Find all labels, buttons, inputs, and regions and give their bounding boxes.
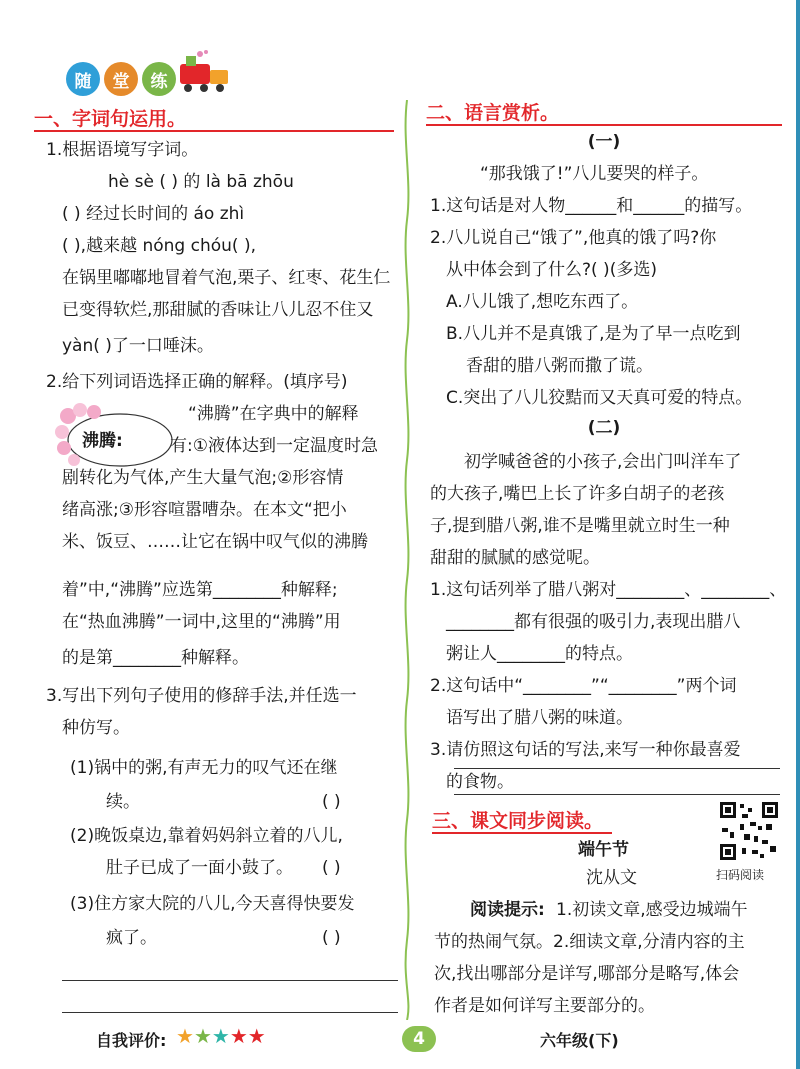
p1-option-a: A.八儿饿了,想吃东西了。	[446, 292, 639, 312]
q3-item-2b: 肚子已成了一面小鼓了。	[106, 858, 293, 878]
passage-line-1: 初学喊爸爸的小孩子,会出门叫洋车了	[464, 452, 742, 472]
part-2-label: (二)	[587, 418, 621, 438]
q1-line-2: ( ) 经过长时间的 áo zhì	[62, 204, 245, 224]
q1-line-6: yàn( )了一口唾沫。	[62, 336, 214, 356]
star-icon[interactable]: ★	[229, 1024, 248, 1048]
p1-line-3: 从中体会到了什么?( )(多选)	[446, 260, 657, 280]
star-icon[interactable]: ★	[176, 1024, 194, 1048]
train-icon	[176, 50, 232, 94]
p1-line-2: 2.八儿说自己“饿了”,他真的饿了吗?你	[430, 228, 717, 248]
self-eval-label: 自我评价:	[96, 1031, 167, 1050]
q2-line-4: 绪高涨;③形容喧嚣嘈杂。在本文“把小	[62, 500, 347, 520]
vine-divider	[400, 100, 414, 1020]
star-icon[interactable]: ★	[193, 1024, 212, 1048]
q3-item-1b: 续。	[106, 792, 140, 812]
badge-char-2: 堂	[104, 62, 138, 96]
q3-title-2: 种仿写。	[62, 718, 130, 738]
p2-line-7: 的食物。	[446, 772, 514, 792]
badge-char-3: 练	[142, 62, 176, 96]
section-2-title: 二、语言赏析。	[426, 102, 560, 124]
q2-line-2: 有:①液体达到一定温度时急	[170, 436, 378, 456]
section-1-rule	[34, 130, 394, 132]
q3-paren-2[interactable]: ( )	[322, 858, 341, 878]
badge-char-1: 随	[66, 62, 100, 96]
q3-item-3b: 疯了。	[106, 928, 157, 948]
p1-line-1: 1.这句话是对人物______和______的描写。	[430, 196, 753, 216]
tip-line-1: 1.初读文章,感受边城端午	[556, 900, 748, 920]
answer-line-right-2[interactable]	[454, 794, 780, 795]
self-eval-stars[interactable]	[176, 1024, 266, 1048]
q1-title: 1.根据语境写字词。	[46, 140, 199, 160]
p2-line-1: 1.这句话列举了腊八粥对________、________、	[430, 580, 787, 600]
q1-line-3: ( ),越来越 nóng chóu( ),	[62, 236, 256, 256]
p2-line-3: 粥让人________的特点。	[446, 644, 633, 664]
tip-line-4: 作者是如何详写主要部分的。	[434, 996, 655, 1016]
tip-line-2: 节的热闹气氛。2.细读文章,分清内容的主	[434, 932, 745, 952]
p2-line-2: ________都有很强的吸引力,表现出腊八	[446, 612, 741, 632]
p1-option-c: C.突出了八儿狡黠而又天真可爱的特点。	[446, 388, 753, 408]
part-1-label: (一)	[587, 132, 621, 152]
q2-line-8: 的是第________种解释。	[62, 648, 249, 668]
section-1-title: 一、字词句运用。	[34, 108, 187, 130]
q2-line-7: 在“热血沸腾”一词中,这里的“沸腾”用	[62, 612, 341, 632]
q1-line-5: 已变得软烂,那甜腻的香味让八儿忍不住又	[62, 300, 374, 320]
p1-option-b: B.八儿并不是真饿了,是为了早一点吃到	[446, 324, 741, 344]
passage-line-4: 甜甜的腻腻的感觉呢。	[430, 548, 600, 568]
section-3-title: 三、课文同步阅读。	[432, 810, 604, 832]
tip-label: 阅读提示:	[470, 900, 545, 920]
q3-title: 3.写出下列句子使用的修辞手法,并任选一	[46, 686, 357, 706]
tip-line-3: 次,找出哪部分是详写,哪部分是略写,体会	[434, 964, 740, 984]
p2-line-6: 3.请仿照这句话的写法,来写一种你最喜爱	[430, 740, 741, 760]
answer-line-left-2[interactable]	[62, 1012, 398, 1013]
q2-line-3: 剧转化为气体,产生大量气泡;②形容情	[62, 468, 344, 488]
q1-line-1: hè sè ( ) 的 là bā zhōu	[108, 172, 294, 192]
q1-line-4: 在锅里嘟嘟地冒着气泡,栗子、红枣、花生仁	[62, 268, 391, 288]
qr-code-icon[interactable]	[718, 800, 780, 862]
passage-line-3: 子,提到腊八粥,谁不是嘴里就立时生一种	[430, 516, 730, 536]
q3-item-2: (2)晚饭桌边,靠着妈妈斜立着的八儿,	[70, 826, 343, 846]
page-edge	[796, 0, 800, 1069]
star-icon[interactable]: ★	[211, 1024, 230, 1048]
q3-paren-1[interactable]: ( )	[322, 792, 341, 812]
qr-label: 扫码阅读	[716, 868, 765, 882]
q3-item-1: (1)锅中的粥,有声无力的叹气还在继	[70, 758, 338, 778]
q2-line-1: “沸腾”在字典中的解释	[188, 404, 359, 424]
q3-item-3: (3)住方家大院的八儿,今天喜得快要发	[70, 894, 355, 914]
p2-line-4: 2.这句话中“________”“________”两个词	[430, 676, 737, 696]
page-number: 4	[402, 1026, 436, 1052]
passage-line-2: 的大孩子,嘴巴上长了许多白胡子的老孩	[430, 484, 725, 504]
q2-line-5: 米、饭豆、……让它在锅中叹气似的沸腾	[62, 532, 368, 552]
p2-line-5: 语写出了腊八粥的味道。	[446, 708, 633, 728]
answer-line-left-1[interactable]	[62, 980, 398, 981]
article-author: 沈从文	[586, 868, 637, 888]
grade-label: 六年级(下)	[540, 1031, 619, 1050]
quote: “那我饿了!”八儿要哭的样子。	[480, 164, 709, 184]
q2-title: 2.给下列词语选择正确的解释。(填序号)	[46, 372, 348, 392]
q2-line-6: 着”中,“沸腾”应选第________种解释;	[62, 580, 338, 600]
article-title: 端午节	[578, 840, 629, 860]
star-icon[interactable]: ★	[247, 1024, 266, 1048]
p1-option-b2: 香甜的腊八粥而撒了谎。	[466, 356, 653, 376]
q2-word: 沸腾:	[82, 431, 123, 451]
q3-paren-3[interactable]: ( )	[322, 928, 341, 948]
answer-line-right-1[interactable]	[454, 768, 780, 769]
